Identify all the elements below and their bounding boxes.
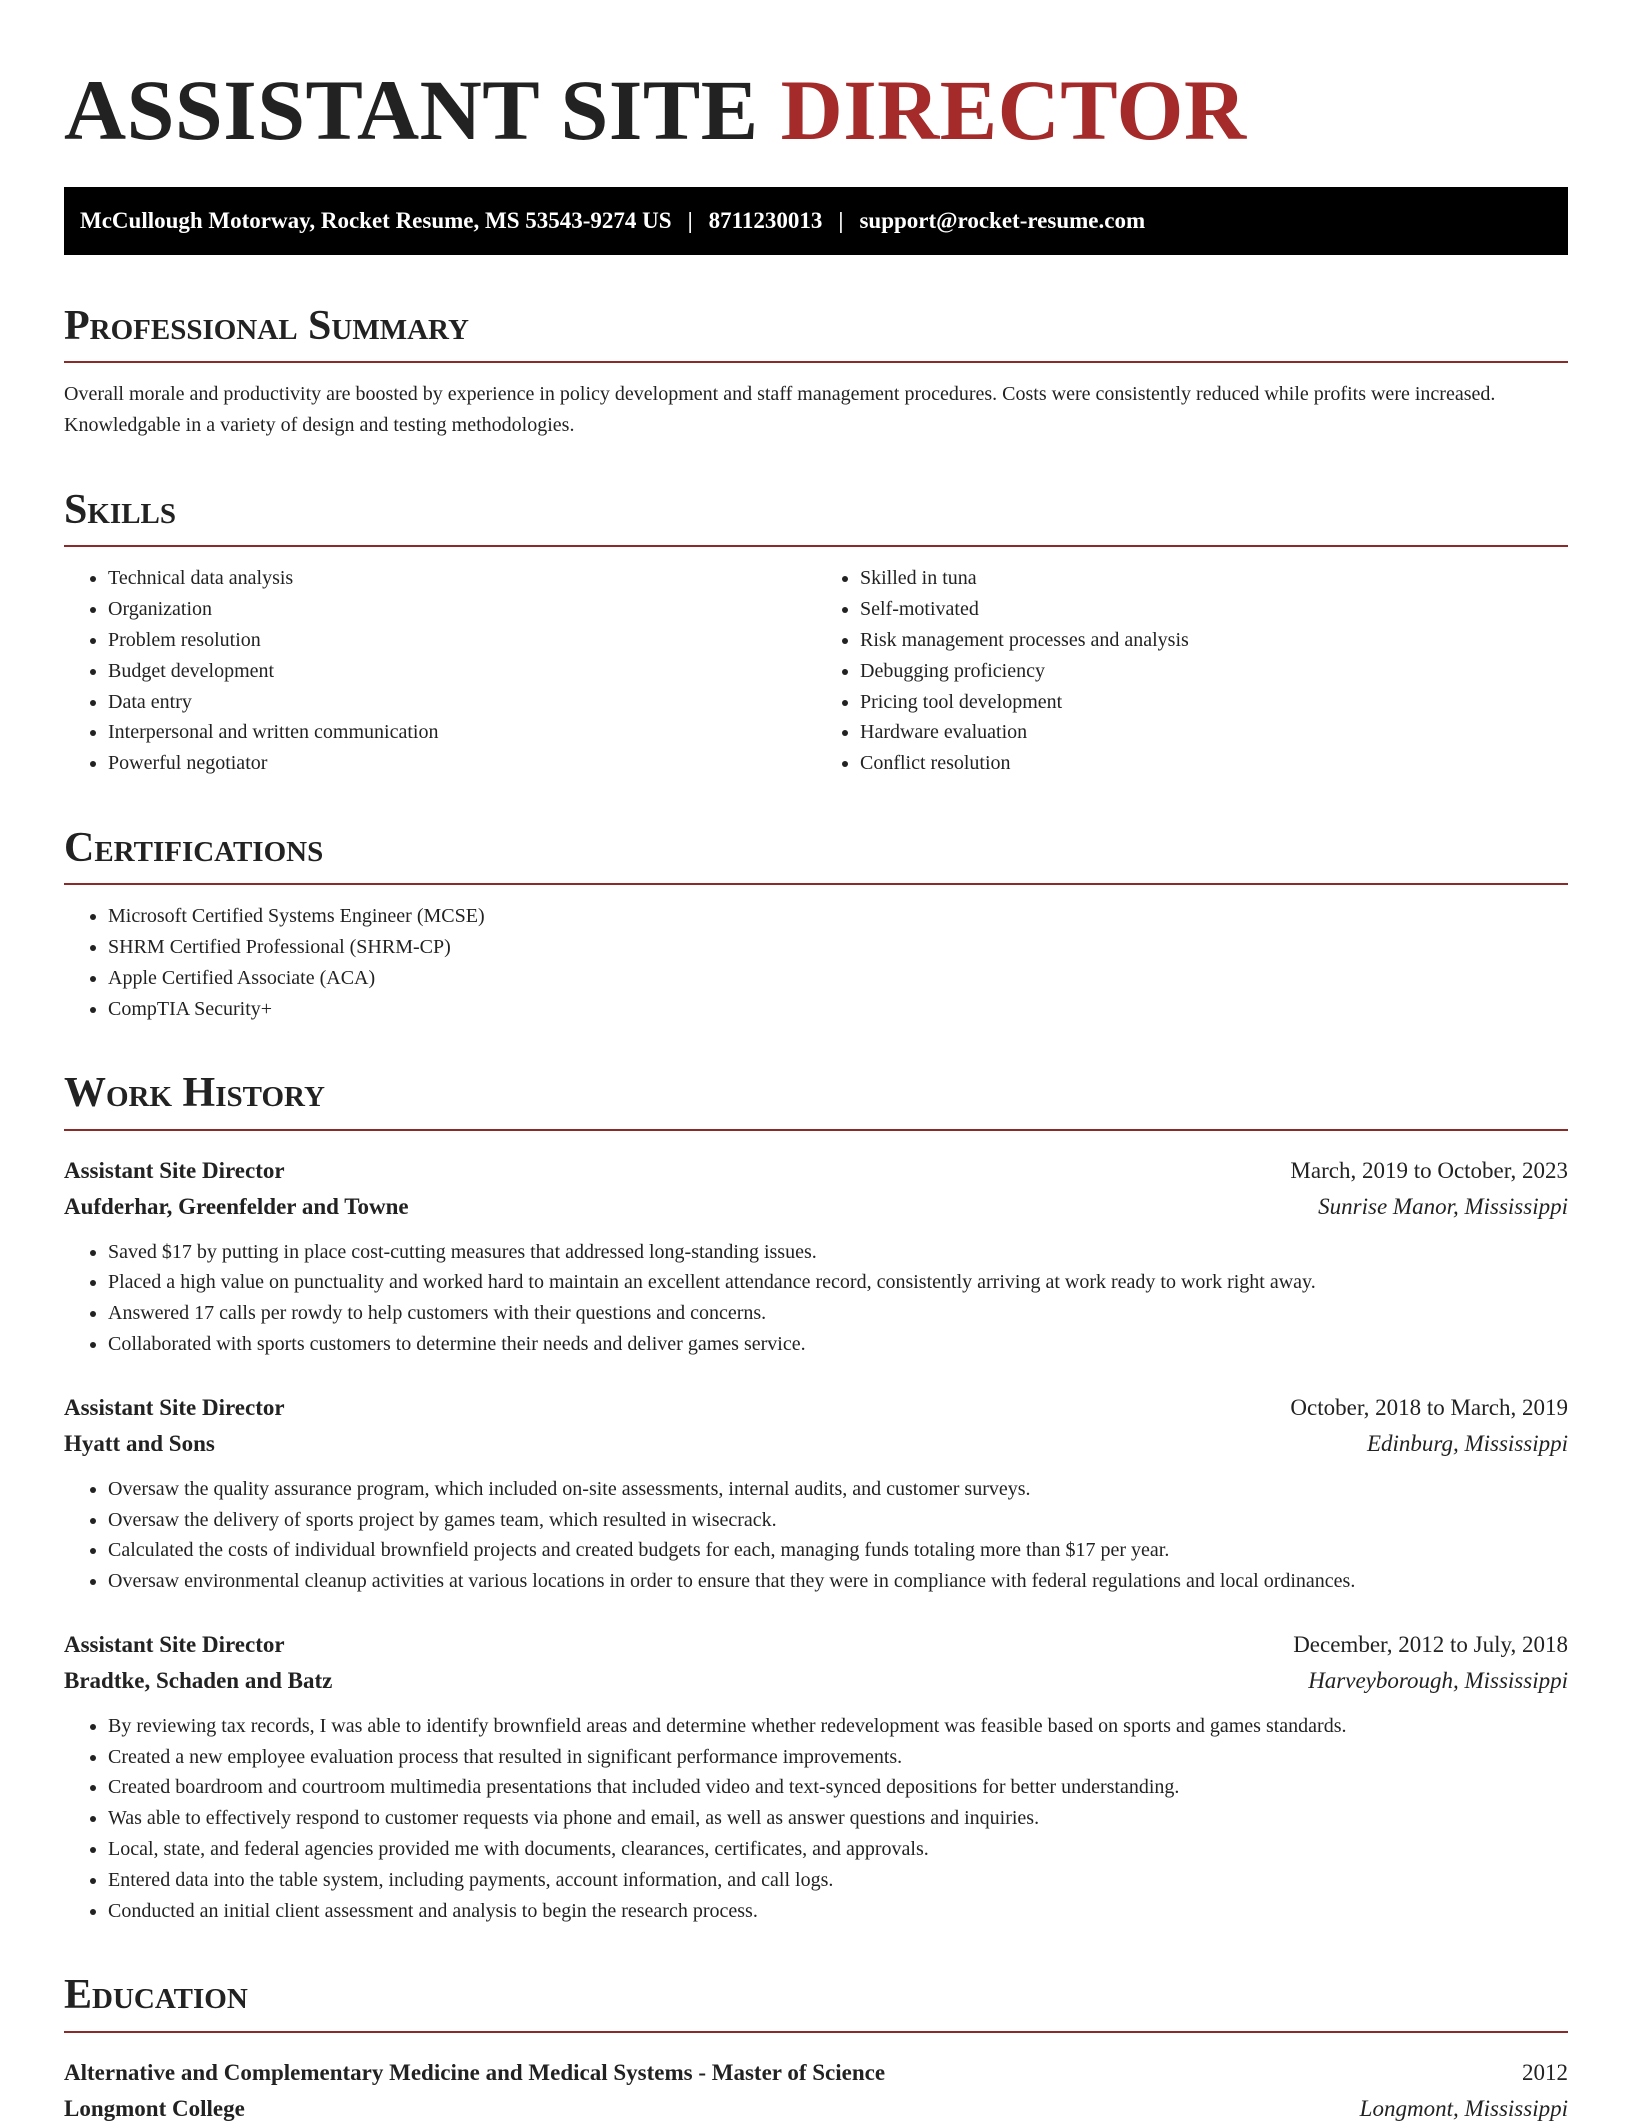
skill-item: • Risk management processes and analysis (860, 625, 1568, 656)
certification-item: • CompTIA Security+ (108, 994, 1568, 1025)
work-history-heading: Work History (64, 1070, 1568, 1130)
contact-address: McCullough Motorway, Rocket Resume, MS 53543-9274 US (80, 208, 672, 233)
job-location: Edinburg, Mississippi (1366, 1430, 1568, 1456)
skills-columns (64, 547, 1568, 779)
job-dates: October, 2018 to March, 2019 (1290, 1394, 1568, 1420)
education-school: Longmont College (64, 2095, 245, 2121)
job-company: Aufderhar, Greenfelder and Towne (64, 1193, 409, 1219)
job-bullet: • Oversaw the delivery of sports project by games team, which resulted in wisecrack. (108, 1505, 1568, 1536)
job-company-row (64, 1663, 1568, 1699)
education-year: 2012 (1522, 2059, 1568, 2085)
certifications-list (64, 901, 1568, 1024)
education-section (64, 1972, 1568, 2126)
certifications-section (64, 825, 1568, 1024)
job-bullet: • Saved $17 by putting in place cost-cutting measures that addressed long-standing issues. (108, 1237, 1568, 1268)
skills-list-left (64, 563, 816, 779)
job-bullets (64, 1474, 1568, 1597)
resume-title (64, 62, 1568, 158)
job-entry (64, 1627, 1568, 1927)
skill-item: • Self-motivated (860, 594, 1568, 625)
job-bullet: • Oversaw environmental cleanup activities at various locations in order to ensure that they were in compliance with federal regulations and local ordinances. (108, 1566, 1568, 1597)
job-company-row (64, 1426, 1568, 1462)
job-bullet: • Entered data into the table system, including payments, account information, and call logs. (108, 1865, 1568, 1896)
job-bullet: • Calculated the costs of individual brownfield projects and created budgets for each, managing funds totaling more than $17 per year. (108, 1535, 1568, 1566)
job-company: Hyatt and Sons (64, 1430, 215, 1456)
job-dates: March, 2019 to October, 2023 (1290, 1157, 1568, 1183)
education-degree-row (64, 2055, 1568, 2091)
job-bullet: • Was able to effectively respond to customer requests via phone and email, as well as answer questions and inquiries. (108, 1803, 1568, 1834)
title-main: ASSISTANT SITE (64, 62, 759, 158)
job-company-row (64, 1189, 1568, 1225)
job-bullet: • Placed a high value on punctuality and worked hard to maintain an excellent attendance record, consistently arriving at work ready to work right away. (108, 1267, 1568, 1298)
contact-separator: | (687, 208, 693, 233)
job-bullet: • Conducted an initial client assessment and analysis to begin the research process. (108, 1896, 1568, 1927)
certification-item: • Apple Certified Associate (ACA) (108, 963, 1568, 994)
job-header-row (64, 1153, 1568, 1189)
job-company: Bradtke, Schaden and Batz (64, 1667, 333, 1693)
education-entry (64, 2055, 1568, 2127)
job-bullet: • Created a new employee evaluation process that resulted in significant performance improvements. (108, 1742, 1568, 1773)
skill-item: • Pricing tool development (860, 687, 1568, 718)
contact-phone: 8711230013 (708, 208, 823, 233)
job-bullet: • By reviewing tax records, I was able to identify brownfield areas and determine whether redevelopment was feasible based on sports and games standards. (108, 1711, 1568, 1742)
job-header-row (64, 1627, 1568, 1663)
summary-section (64, 303, 1568, 441)
job-entry (64, 1390, 1568, 1597)
education-heading: Education (64, 1972, 1568, 2032)
skills-section (64, 487, 1568, 779)
summary-heading: Professional Summary (64, 303, 1568, 363)
skill-item: • Budget development (108, 656, 816, 687)
skill-item: • Conflict resolution (860, 748, 1568, 779)
education-degree: Alternative and Complementary Medicine and Medical Systems - Master of Science (64, 2059, 886, 2085)
job-title: Assistant Site Director (64, 1631, 285, 1657)
skill-item: • Interpersonal and written communication (108, 717, 816, 748)
skill-item: • Debugging proficiency (860, 656, 1568, 687)
certification-item: • Microsoft Certified Systems Engineer (MCSE) (108, 901, 1568, 932)
summary-text: Overall morale and productivity are boosted by experience in policy development and staff management procedures. Costs were consistently reduced while profits were increased. Knowledgable in a variety of design and testing methodologies. (64, 383, 1496, 437)
job-location: Harveyborough, Mississippi (1308, 1667, 1568, 1693)
job-bullets (64, 1711, 1568, 1927)
skill-item: • Technical data analysis (108, 563, 816, 594)
job-title: Assistant Site Director (64, 1157, 285, 1183)
skills-list-right (816, 563, 1568, 779)
contact-email: support@rocket-resume.com (859, 208, 1146, 233)
job-bullet: • Oversaw the quality assurance program, which included on-site assessments, internal audits, and customer surveys. (108, 1474, 1568, 1505)
certifications-heading: Certifications (64, 825, 1568, 885)
title-accent: DIRECTOR (780, 62, 1247, 158)
work-history-section (64, 1070, 1568, 1926)
skill-item: • Hardware evaluation (860, 717, 1568, 748)
job-title: Assistant Site Director (64, 1394, 285, 1420)
skill-item: • Data entry (108, 687, 816, 718)
job-bullets (64, 1237, 1568, 1360)
skill-item: • Skilled in tuna (860, 563, 1568, 594)
job-bullet: • Local, state, and federal agencies provided me with documents, clearances, certificates, and approvals. (108, 1834, 1568, 1865)
contact-separator: | (838, 208, 844, 233)
contact-bar (64, 187, 1568, 255)
education-school-row (64, 2091, 1568, 2127)
skills-heading: Skills (64, 487, 1568, 547)
certification-item: • SHRM Certified Professional (SHRM-CP) (108, 932, 1568, 963)
job-header-row (64, 1390, 1568, 1426)
job-bullet: • Answered 17 calls per rowdy to help customers with their questions and concerns. (108, 1298, 1568, 1329)
education-location: Longmont, Mississippi (1359, 2095, 1568, 2121)
skill-item: • Powerful negotiator (108, 748, 816, 779)
job-entry (64, 1153, 1568, 1360)
job-dates: December, 2012 to July, 2018 (1293, 1631, 1568, 1657)
job-bullet: • Collaborated with sports customers to determine their needs and deliver games service. (108, 1329, 1568, 1360)
job-location: Sunrise Manor, Mississippi (1318, 1193, 1568, 1219)
skill-item: • Organization (108, 594, 816, 625)
job-bullet: • Created boardroom and courtroom multimedia presentations that included video and text-synced depositions for better understanding. (108, 1772, 1568, 1803)
skill-item: • Problem resolution (108, 625, 816, 656)
